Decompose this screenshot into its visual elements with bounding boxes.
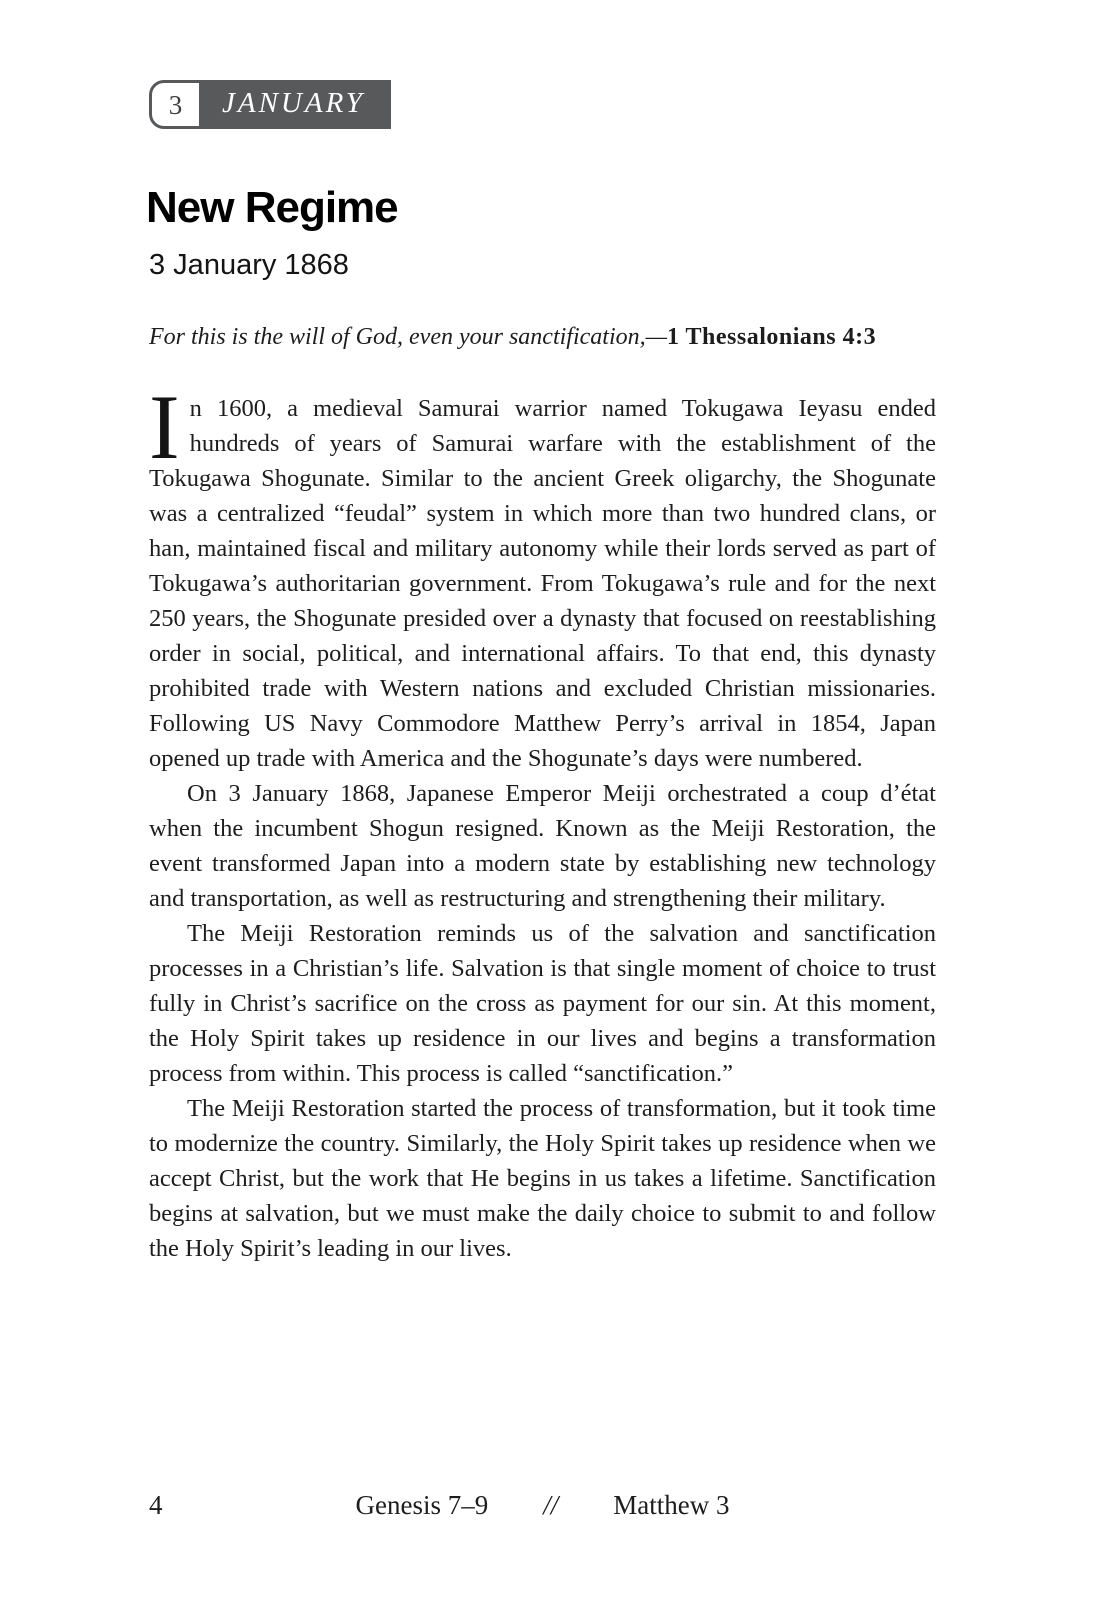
devotional-body [149, 376, 936, 1266]
page-number: 4 [149, 1490, 163, 1520]
month-label-box [202, 80, 391, 129]
reading-old-testament: Genesis 7–9 [355, 1490, 489, 1520]
date-line: 3 January 1868 [149, 249, 349, 281]
daily-readings [149, 1490, 936, 1521]
body-paragraph-4: The Meiji Restoration started the process of transformation, but it took time to modernize the country. Similarly, the Holy Spirit takes up residence when we accept Christ, but the work that He begins in us takes a lifetime. Sanctification begins at salvation, but we must make the daily choice to submit to and follow the Holy Spirit’s leading in our lives. [149, 1095, 936, 1262]
paragraph-text-1: n 1600, a medieval Samurai warrior named Tokugawa Ieyasu ended hundreds of years of Samurai warfare with the establishment of the Tokugawa Shogunate. Similar to the ancient Greek oligarchy, the Shogunate was a centralized “feudal” system in which more than two hundred clans, or han, maintained fiscal and military autonomy while their lords served as part of Tokugawa’s authoritarian government. From Tokugawa’s rule and for the next 250 years, the Shogunate presided over a dynasty that focused on reestablishing order in social, political, and international affairs. To that end, this dynasty prohibited trade with Western nations and excluded Christian missionaries. Following US Navy Commodore Matthew Perry’s arrival in 1854, Japan opened up trade with America and the Shogunate’s days were numbered. [149, 395, 936, 772]
body-paragraph-3: The Meiji Restoration reminds us of the salvation and sanctification processes in a Christian’s life. Salvation is that single moment of choice to trust fully in Christ’s sacrifice on the cross as payment for our sin. At this moment, the Holy Spirit takes up residence in our lives and begins a transformation process from within. This process is called “sanctification.” [149, 920, 936, 1087]
dropcap: I [149, 376, 180, 478]
body-paragraph-2: On 3 January 1868, Japanese Emperor Meiji orchestrated a coup d’état when the incumbent Shogun resigned. Known as the Meiji Restoration, the event transformed Japan into a modern state by establishing new technology and transportation, as well as restructuring and strengthening their military. [149, 780, 936, 912]
reading-new-testament: Matthew 3 [613, 1490, 730, 1520]
page-footer [149, 1490, 936, 1521]
day-number-box [149, 80, 202, 129]
scripture-reference: 1 Thessalonians 4:3 [666, 324, 877, 350]
body-paragraph-1 [149, 376, 936, 776]
readings-separator: // [543, 1490, 559, 1520]
scripture-verse [149, 324, 939, 351]
chapter-badge [149, 80, 391, 129]
month-label: JANUARY [222, 86, 365, 119]
scripture-quote: For this is the will of God, even your sanctification,— [149, 324, 667, 350]
day-number: 3 [168, 90, 183, 120]
page-title: New Regime [146, 183, 398, 232]
